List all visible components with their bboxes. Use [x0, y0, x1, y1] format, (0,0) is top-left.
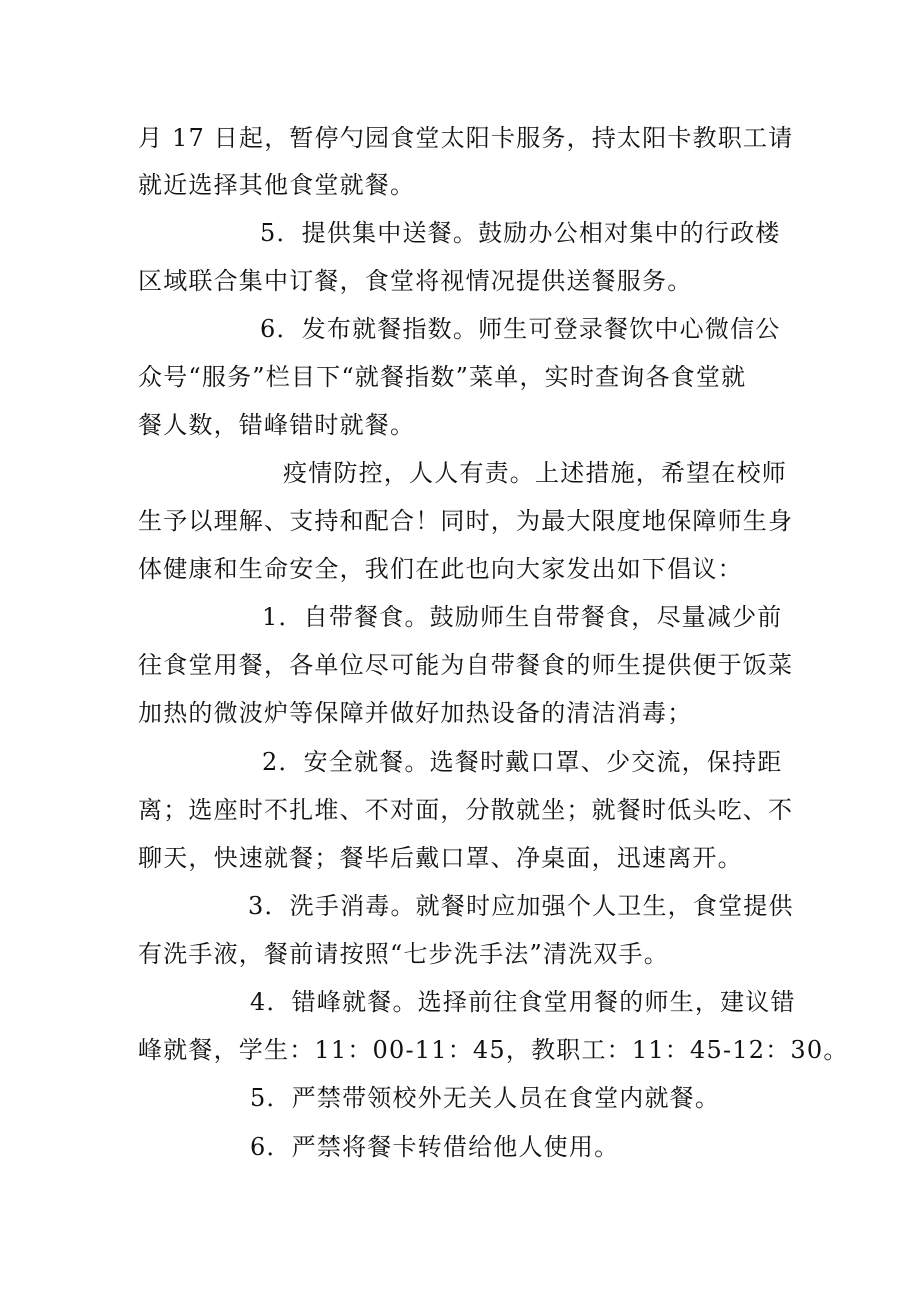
text-line: 餐人数，错峰错时就餐。: [138, 411, 416, 439]
text-line: 4．错峰就餐。选择前往食堂用餐的师生，建议错: [250, 988, 796, 1016]
text-line: 加热的微波炉等保障并做好加热设备的清洁消毒；: [138, 699, 693, 727]
text-line: 2．安全就餐。选餐时戴口罩、少交流，保持距: [262, 748, 783, 776]
text-line: 有洗手液，餐前请按照“七步洗手法”清洗双手。: [138, 940, 669, 968]
text-line: 月 17 日起，暂停勺园食堂太阳卡服务，持太阳卡教职工请: [138, 124, 794, 152]
text-line: 6．严禁将餐卡转借给他人使用。: [250, 1133, 620, 1161]
text-line: 体健康和生命安全，我们在此也向大家发出如下倡议：: [138, 555, 743, 583]
text-line: 众号“服务”栏目下“就餐指数”菜单，实时查询各食堂就: [138, 363, 747, 391]
text-line: 6．发布就餐指数。师生可登录餐饮中心微信公: [260, 315, 781, 343]
text-line: 聊天，快速就餐；餐毕后戴口罩、净桌面，迅速离开。: [138, 844, 743, 872]
text-line: 5．提供集中送餐。鼓励办公相对集中的行政楼: [260, 219, 781, 247]
text-line: 往食堂用餐，各单位尽可能为自带餐食的师生提供便于饭菜: [138, 651, 794, 679]
text-line: 疫情防控，人人有责。上述措施，希望在校师: [283, 459, 787, 487]
text-line: 5．严禁带领校外无关人员在食堂内就餐。: [250, 1084, 721, 1112]
text-line: 峰就餐，学生：11：00-11：45，教职工：11：45-12：30。: [138, 1036, 849, 1064]
text-line: 3．洗手消毒。就餐时应加强个人卫生，食堂提供: [248, 892, 794, 920]
text-line: 就近选择其他食堂就餐。: [138, 171, 416, 199]
text-line: 1．自带餐食。鼓励师生自带餐食，尽量减少前: [262, 603, 783, 631]
text-line: 离；选座时不扎堆、不对面，分散就坐；就餐时低头吃、不: [138, 796, 794, 824]
text-line: 区域联合集中订餐，食堂将视情况提供送餐服务。: [138, 267, 693, 295]
text-line: 生予以理解、支持和配合！同时，为最大限度地保障师生身: [138, 507, 794, 535]
